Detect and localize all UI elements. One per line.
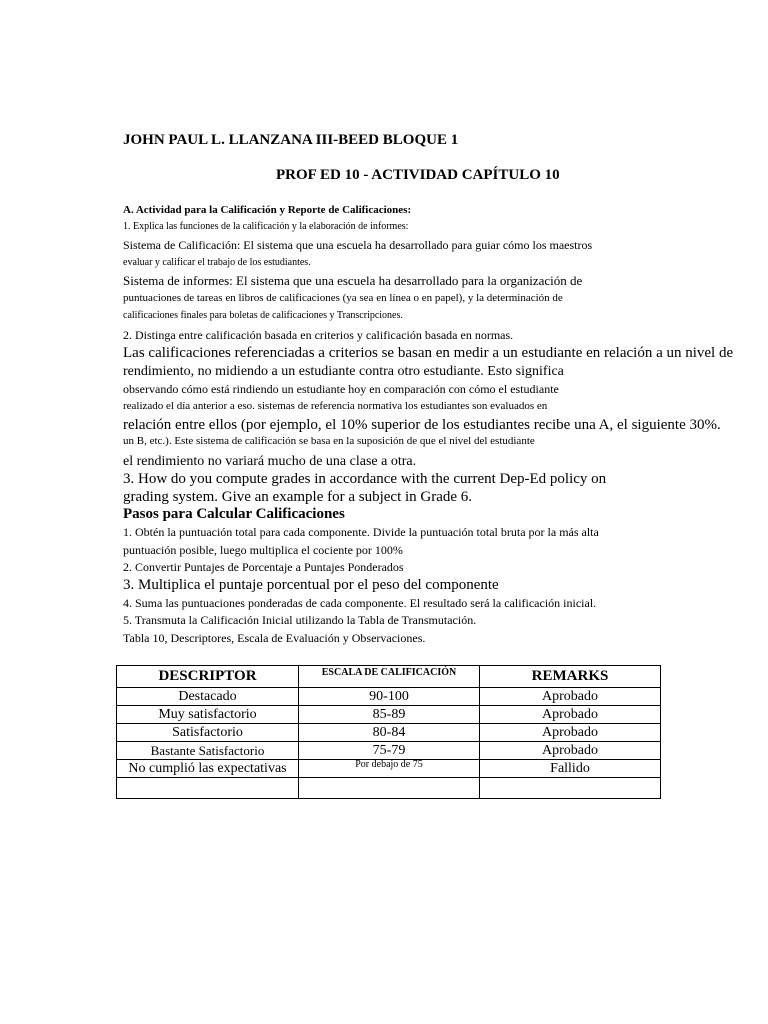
table-row: [117, 688, 661, 706]
answer-1a-line-1: Sistema de Calificación: El sistema que una escuela ha desarrollado para guiar cómo los maestros: [123, 238, 593, 252]
step-4: 4. Suma las puntuaciones ponderadas de cada componente. El resultado será la calificación inicial.: [123, 596, 597, 610]
header-descriptor: DESCRIPTOR: [117, 666, 299, 688]
descriptor-cell: Destacado: [117, 688, 299, 706]
header-grading-scale: ESCALA DE CALIFICACIÓN: [299, 666, 480, 688]
step-2: 2. Convertir Puntajes de Porcentaje a Puntajes Ponderados: [123, 560, 404, 574]
answer-1b-line-1: Sistema de informes: El sistema que una escuela ha desarrollado para la organización de: [123, 273, 583, 288]
step-3: 3. Multiplica el puntaje porcentual por el peso del componente: [123, 577, 499, 593]
scale-cell: Por debajo de 75: [299, 760, 480, 778]
table-header-row: [117, 666, 661, 688]
author-line: JOHN PAUL L. LLANZANA III-BEED BLOQUE 1: [123, 132, 459, 148]
descriptor-cell: Satisfactorio: [117, 724, 299, 742]
table-row: [117, 742, 661, 760]
section-a-heading: A. Actividad para la Calificación y Reporte de Calificaciones:: [123, 204, 412, 216]
remarks-cell: Aprobado: [480, 742, 661, 760]
document-title: PROF ED 10 - ACTIVIDAD CAPÍTULO 10: [276, 167, 560, 183]
remarks-cell: Aprobado: [480, 724, 661, 742]
remarks-cell: Aprobado: [480, 688, 661, 706]
question-3-line-1: 3. How do you compute grades in accordance with the current Dep-Ed policy on: [123, 471, 607, 487]
scale-cell: [299, 778, 480, 799]
step-5: 5. Transmuta la Calificación Inicial utilizando la Tabla de Transmutación.: [123, 613, 477, 627]
table-caption: Tabla 10, Descriptores, Escala de Evaluación y Observaciones.: [123, 631, 426, 645]
scale-cell: 85-89: [299, 706, 480, 724]
question-2: 2. Distinga entre calificación basada en criterios y calificación basada en normas.: [123, 328, 514, 342]
scale-cell: 75-79: [299, 742, 480, 760]
descriptor-cell: No cumplió las expectativas: [117, 760, 299, 778]
remarks-cell: [480, 778, 661, 799]
answer-2-line-4: realizado el día anterior a eso. sistemas de referencia normativa los estudiantes son evaluados en: [123, 400, 548, 412]
table-row: [117, 706, 661, 724]
question-1: 1. Explica las funciones de la calificación y la elaboración de informes:: [123, 221, 409, 232]
remarks-cell: Fallido: [480, 760, 661, 778]
step-1-line-2: puntuación posible, luego multiplica el cociente por 100%: [123, 543, 403, 557]
question-3-line-2: grading system. Give an example for a subject in Grade 6.: [123, 489, 473, 505]
answer-1b-line-3: calificaciones finales para boletas de calificaciones y Transcripciones.: [123, 310, 403, 321]
descriptor-cell: [117, 778, 299, 799]
answer-2-line-2: rendimiento, no midiendo a un estudiante contra otro estudiante. Esto significa: [123, 364, 564, 379]
descriptor-cell: Bastante Satisfactorio: [117, 742, 299, 760]
remarks-cell: Aprobado: [480, 706, 661, 724]
answer-2-line-6: un B, etc.). Este sistema de calificación se basa en la suposición de que el nivel del estudiante: [123, 435, 535, 447]
table-row: [117, 724, 661, 742]
table-row-empty: [117, 778, 661, 799]
steps-heading: Pasos para Calcular Calificaciones: [123, 506, 345, 522]
descriptor-cell: Muy satisfactorio: [117, 706, 299, 724]
step-1-line-1: 1. Obtén la puntuación total para cada componente. Divide la puntuación total bruta por la más alta: [123, 525, 599, 539]
answer-2-line-5: relación entre ellos (por ejemplo, el 10% superior de los estudiantes recibe una A, el siguiente 30%.: [123, 417, 721, 433]
scale-cell: 80-84: [299, 724, 480, 742]
table-row: [117, 760, 661, 778]
answer-2-line-7: el rendimiento no variará mucho de una clase a otra.: [123, 454, 417, 469]
answer-1a-line-2: evaluar y calificar el trabajo de los estudiantes.: [123, 257, 311, 268]
answer-2-line-1: Las calificaciones referenciadas a criterios se basan en medir a un estudiante en relación a un nivel de: [123, 345, 734, 361]
answer-2-line-3: observando cómo está rindiendo un estudiante hoy en comparación con cómo el estudiante: [123, 382, 559, 396]
header-remarks: REMARKS: [480, 666, 661, 688]
scale-cell: 90-100: [299, 688, 480, 706]
answer-1b-line-2: puntuaciones de tareas en libros de calificaciones (ya sea en línea o en papel), y la determinación de: [123, 292, 563, 304]
grading-scale-table: [116, 665, 661, 799]
